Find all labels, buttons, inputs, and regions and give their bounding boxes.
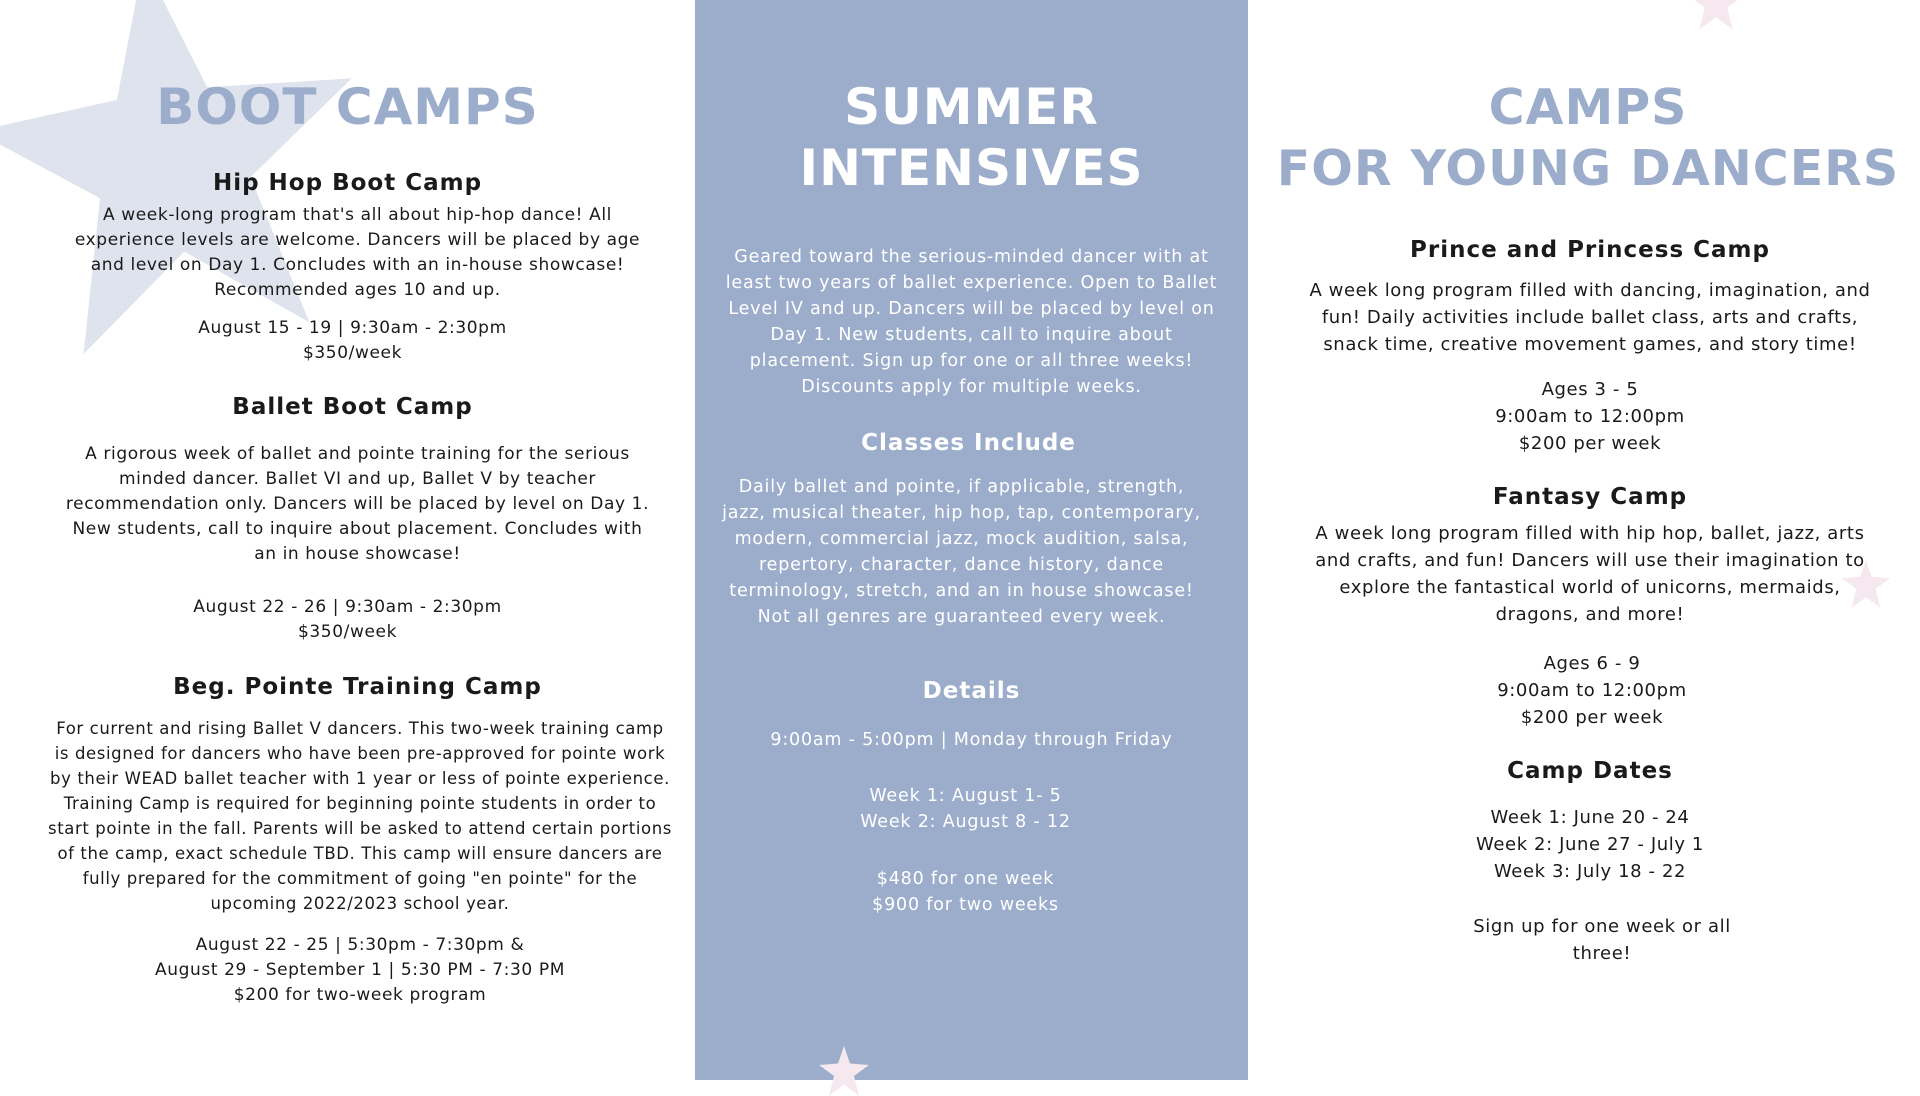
ballet-camp-heading: Ballet Boot Camp	[232, 394, 473, 420]
star-decoration-bottom-icon	[819, 1046, 869, 1096]
young-dancers-column	[1248, 0, 1920, 1080]
boot-camps-column	[0, 0, 695, 1080]
pointe-camp-schedule: August 22 - 25 | 5:30pm - 7:30pm & August 29 - September 1 | 5:30 PM - 7:30 PM $200 for two-week program	[155, 935, 565, 1005]
summer-intensives-column	[695, 0, 1248, 1080]
intensives-hours: 9:00am - 5:00pm | Monday through Friday	[770, 730, 1173, 750]
prince-princess-camp-heading: Prince and Princess Camp	[1410, 237, 1770, 263]
young-dancers-title: CAMPS FOR YOUNG DANCERS	[1276, 79, 1900, 197]
classes-include-heading: Classes Include	[861, 430, 1076, 456]
ballet-camp-description: A rigorous week of ballet and pointe training for the serious minded dancer. Ballet VI and up, Ballet V by teacher recommendation only. Dancers will be placed by level on Day 1. New students, call to inquire about placement. Concludes with an in house showcase!	[65, 444, 650, 564]
hip-hop-camp-schedule: August 15 - 19 | 9:30am - 2:30pm $350/week	[198, 318, 507, 363]
camp-dates: Week 1: June 20 - 24 Week 2: June 27 - July 1 Week 3: July 18 - 22	[1476, 807, 1704, 882]
boot-camps-title: BOOT CAMPS	[156, 78, 539, 136]
prince-princess-camp-details: Ages 3 - 5 9:00am to 12:00pm $200 per week	[1495, 379, 1685, 454]
camp-dates-heading: Camp Dates	[1507, 758, 1673, 784]
intensives-weeks: Week 1: August 1- 5 Week 2: August 8 - 12	[860, 786, 1071, 832]
fantasy-camp-heading: Fantasy Camp	[1492, 484, 1688, 510]
intensives-intro: Geared toward the serious-minded dancer with at least two years of ballet experience. Open to Ballet Level IV and up. Dancers will be placed by level on Day 1. New students, call to inquire about placement. Sign up for one or all three weeks! Discounts apply for multiple weeks.	[725, 247, 1218, 397]
classes-include-text: Daily ballet and pointe, if applicable, strength, jazz, musical theater, hip hop, tap, contemporary, modern, commercial jazz, mock audition, salsa, repertory, character, dance history, dance terminology, stretch, and an in house showcase! Not all genres are guaranteed every week.	[722, 477, 1201, 627]
camp-signup-note: Sign up for one week or all three!	[1473, 916, 1731, 964]
details-heading: Details	[922, 678, 1021, 704]
fantasy-camp-description: A week long program filled with hip hop, ballet, jazz, arts and crafts, and fun! Dancers will use their imagination to explore the fantastical world of unicorns, mermaids, dragons, and more!	[1315, 523, 1865, 625]
intensives-prices: $480 for one week $900 for two weeks	[872, 869, 1059, 915]
fantasy-camp-details: Ages 6 - 9 9:00am to 12:00pm $200 per week	[1497, 653, 1687, 728]
prince-princess-camp-description: A week long program filled with dancing, imagination, and fun! Daily activities include ballet class, arts and crafts, snack time, creative movement games, and story time!	[1309, 280, 1871, 355]
pointe-camp-description: For current and rising Ballet V dancers. This two-week training camp is designed for dancers who have been pre-approved for pointe work by their WEAD ballet teacher with 1 year or less of pointe experience. Training Camp is required for beginning pointe students in order to start pointe in the fall. Parents will be asked to attend certain portions of the camp, exact schedule TBD. This camp will ensure dancers are fully prepared for the commitment of going "en pointe" for the upcoming 2022/2023 school year.	[48, 719, 672, 913]
hip-hop-camp-description: A week-long program that's all about hip-hop dance! All experience levels are welcome. Dancers will be placed by age and level on Day 1. Concludes with an in-house showcase! Recommended ages 10 and up.	[74, 205, 641, 300]
ballet-camp-schedule: August 22 - 26 | 9:30am - 2:30pm $350/week	[193, 597, 502, 642]
pointe-camp-heading: Beg. Pointe Training Camp	[173, 674, 542, 700]
summer-intensives-title: SUMMER INTENSIVES	[799, 78, 1144, 197]
hip-hop-camp-heading: Hip Hop Boot Camp	[212, 170, 483, 196]
